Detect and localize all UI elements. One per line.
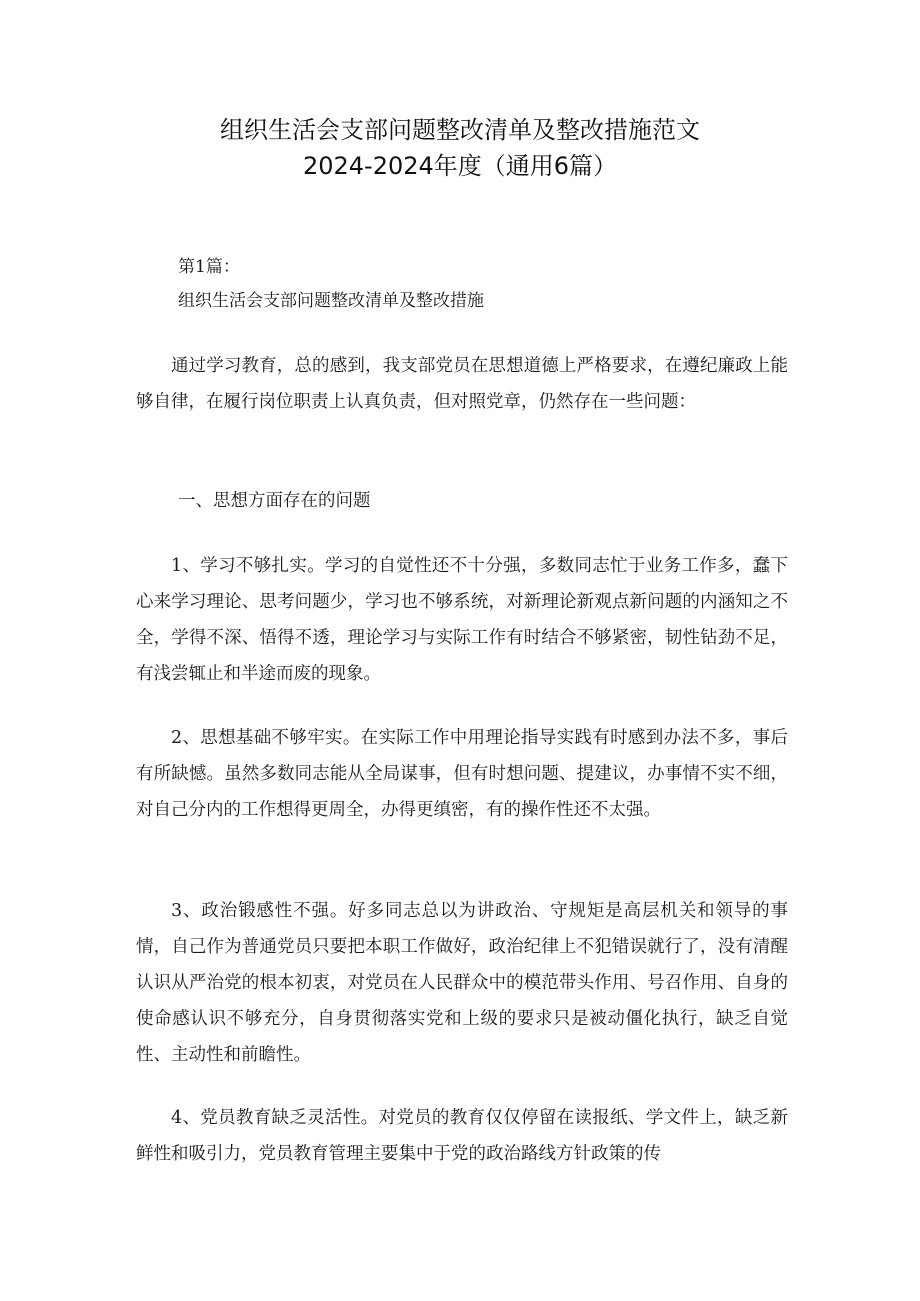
body-paragraph: 3、政治锻感性不强。好多同志总以为讲政治、守规矩是高层机关和领导的事情，自己作为普通党员只要把本职工作做好，政治纪律上不犯错误就行了，没有清醒认识从严治党的根本初衷，对党员在人民群众中的模范带头作用、号召作用、自身的使命感认识不够充分，自身贯彻落实党和上级的要求只是被动僵化执行，缺乏自觉性、主动性和前瞻性。: [136, 901, 788, 1065]
part-label: 第1篇：: [178, 257, 240, 277]
intro-paragraph: 通过学习教育，总的感到，我支部党员在思想道德上严格要求，在遵纪廉政上能够自律，在履行岗位职责上认真负责，但对照党章，仍然存在一些问题：: [136, 356, 788, 412]
document-title-line-1: 组织生活会支部问题整改清单及整改措施范文: [220, 116, 700, 144]
section-heading: 一、思想方面存在的问题: [178, 491, 371, 511]
body-paragraph: 4、党员教育缺乏灵活性。对党员的教育仅仅停留在读报纸、学文件上，缺乏新鲜性和吸引力，党员教育管理主要集中于党的政治路线方针政策的传: [136, 1108, 788, 1164]
body-paragraph: 2、思想基础不够牢实。在实际工作中用理论指导实践有时感到办法不多，事后有所缺憾。虽然多数同志能从全局谋事，但有时想问题、提建议，办事情不实不细，对自己分内的工作想得更周全，办得更缜密，有的操作性还不太强。: [136, 728, 788, 820]
body-paragraph: 1、学习不够扎实。学习的自觉性还不十分强，多数同志忙于业务工作多，蠢下心来学习理论、思考问题少，学习也不够系统，对新理论新观点新问题的内涵知之不全，学得不深、悟得不透，理论学习与实际工作有时结合不够紧密，韧性钻劲不足，有浅尝辄止和半途而废的现象。: [136, 556, 788, 684]
document-title-line-2: 2024-2024年度（通用6篇）: [302, 152, 618, 180]
part-title: 组织生活会支部问题整改清单及整改措施: [178, 291, 484, 311]
